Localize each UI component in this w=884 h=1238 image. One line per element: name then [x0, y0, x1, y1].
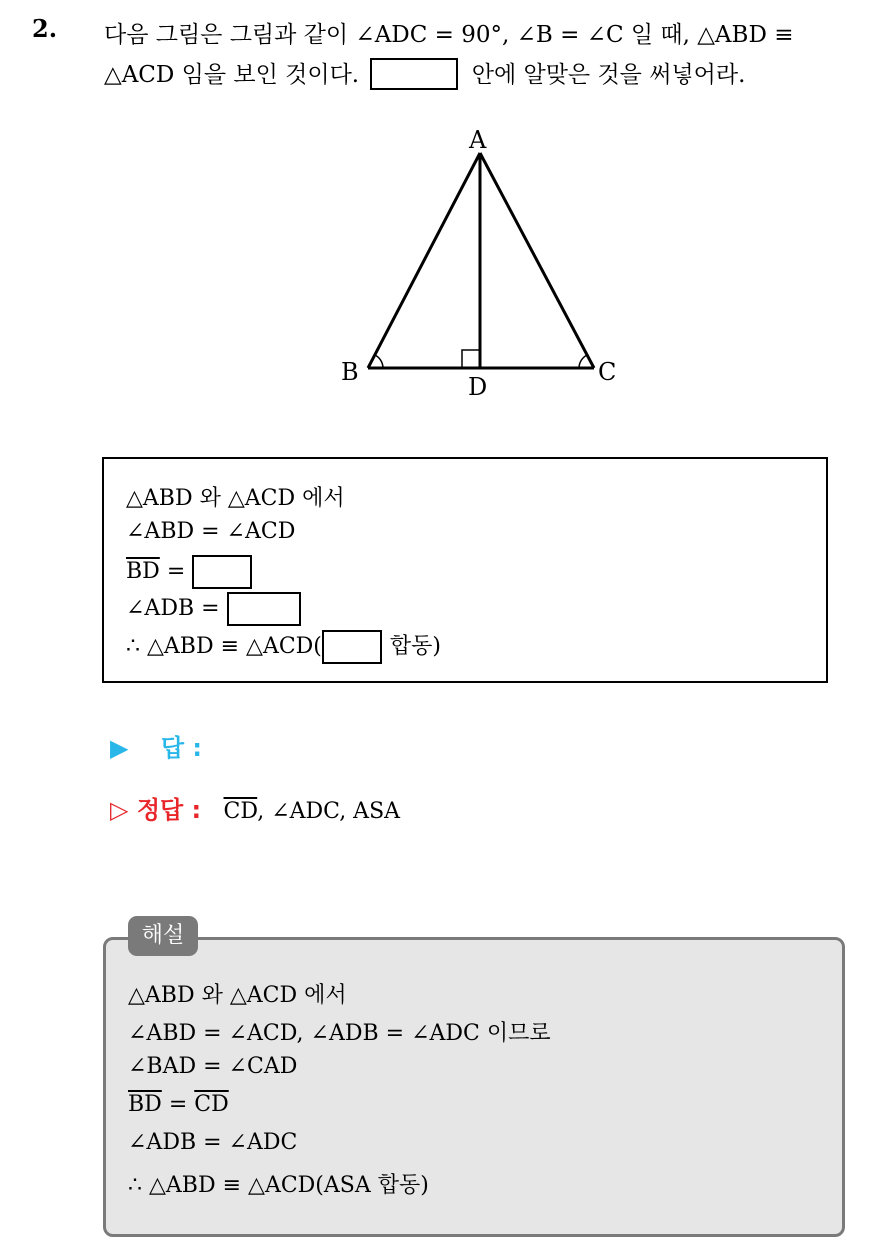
triangle-figure	[330, 120, 640, 410]
proof-line5	[126, 629, 441, 664]
solution-line5: ∠ADB = ∠ADC	[128, 1130, 298, 1155]
label-a: A	[469, 126, 487, 154]
solution-line6: ∴ △ABD ≡ △ACD(ASA 합동)	[128, 1173, 429, 1198]
blank-congruence[interactable]	[322, 630, 382, 664]
blank-angle[interactable]	[227, 592, 301, 626]
correct-answer-value	[224, 799, 401, 824]
proof-box	[102, 457, 828, 683]
equals-sign: =	[166, 559, 186, 584]
question-text-before-blank: △ACD 임을 보인 것이다.	[104, 62, 360, 88]
segment-bd: $\overline{BD}$	[126, 559, 160, 584]
solution-line3: ∠BAD = ∠CAD	[128, 1054, 298, 1079]
question-blank-box	[370, 58, 458, 90]
correct-answer-label: 정답 :	[136, 796, 202, 824]
solution-line4	[128, 1092, 229, 1117]
proof-line3	[126, 555, 252, 589]
angle-b-arc	[375, 355, 383, 368]
question-text-after-blank: 안에 알맞은 것을 써넣어라.	[471, 62, 746, 88]
segment-cd: $\overline{CD}$	[194, 1092, 229, 1117]
answer-row	[110, 728, 202, 763]
congruence-suffix: 합동)	[389, 634, 441, 659]
segment-bd: $\overline{BD}$	[128, 1092, 162, 1117]
outline-triangle-icon: ▷	[110, 796, 129, 824]
question-number: 2.	[32, 14, 58, 43]
side-ac	[480, 153, 594, 368]
angle-c-arc	[579, 355, 587, 368]
answer-label: 답 :	[160, 734, 202, 762]
solution-box	[103, 937, 845, 1237]
question-text-line2	[104, 56, 745, 94]
solution-line1: △ABD 와 △ACD 에서	[128, 983, 347, 1008]
solution-tab: 해설	[128, 916, 198, 956]
proof-line2: ∠ABD = ∠ACD	[126, 519, 296, 544]
side-ab	[368, 153, 480, 368]
label-c: C	[598, 358, 617, 386]
angle-adb-label: ∠ADB =	[126, 596, 220, 621]
question-text-line1: 다음 그림은 그림과 같이 ∠ADC = 90°, ∠B = ∠C 일 때, △ABD ≡	[104, 22, 794, 48]
label-b: B	[341, 358, 359, 386]
proof-line1: △ABD 와 △ACD 에서	[126, 486, 345, 511]
play-icon: ▶	[110, 734, 129, 762]
proof-line4	[126, 592, 301, 626]
equals-sign: =	[168, 1092, 188, 1117]
correct-answer-row	[110, 790, 400, 825]
blank-bd[interactable]	[192, 555, 252, 589]
conclusion-text: ∴ △ABD ≡ △ACD(	[126, 634, 322, 659]
right-angle-mark	[462, 350, 480, 368]
segment-cd: $\overline{CD}$	[223, 799, 258, 824]
solution-line2: ∠ABD = ∠ACD, ∠ADB = ∠ADC 이므로	[128, 1021, 551, 1046]
label-d: D	[468, 373, 488, 401]
correct-answer-rest: , ∠ADC, ASA	[257, 799, 401, 824]
